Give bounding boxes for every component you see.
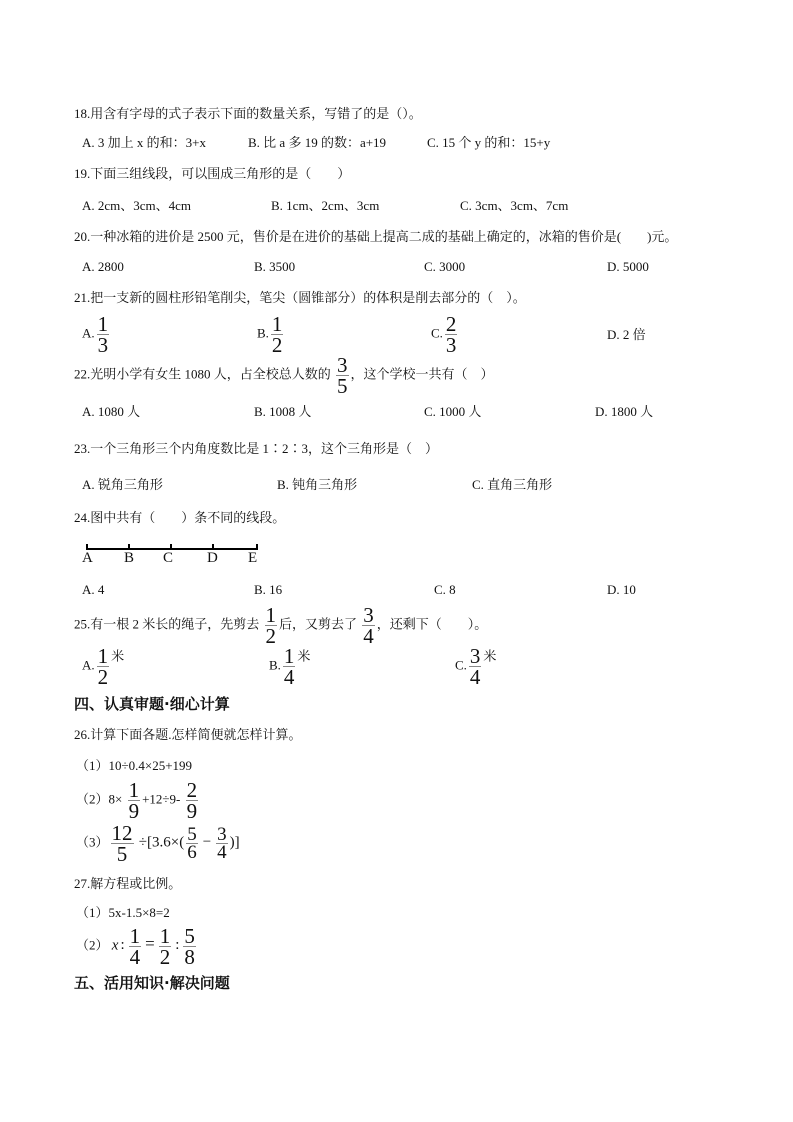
- q19-stem: 19.下面三组线段，可以围成三角形的是（ ）: [74, 166, 351, 181]
- fraction: $\frac{1}{3}$: [97, 312, 109, 357]
- line-segment-diagram: [82, 540, 261, 570]
- point-label-c: C: [163, 550, 174, 566]
- q24-stem: 24.图中共有（ ）条不同的线段。: [74, 510, 286, 525]
- fraction: $\frac{12}{5}$: [111, 821, 133, 866]
- q27-stem: 27.解方程或比例。: [74, 876, 182, 891]
- q20-option-b: B. 3500: [254, 259, 296, 274]
- q21-stem: 21.把一支新的圆柱形铅笔削尖，笔尖（圆锥部分）的体积是削去部分的（ ）。: [74, 290, 526, 305]
- q18-option-b: B. 比 a 多 19 的数：a+19: [248, 135, 387, 150]
- q20-stem: 20.一种冰箱的进价是 2500 元，售价是在进价的基础上提高二成的基础上确定的，冰箱的售价是( )元。: [74, 229, 678, 244]
- fraction: $\frac{1}{4}$: [129, 924, 141, 969]
- fraction: $\frac{3}{4}$: [469, 644, 481, 689]
- q27-part-2: （2） x : $\frac{1}{4}$ = $\frac{1}{2}$ : $\frac{5}{8}$: [76, 924, 195, 969]
- q19-option-a: A. 2cm、3cm、4cm: [82, 198, 192, 213]
- q22-option-c: C. 1000 人: [424, 404, 482, 419]
- q21-option-c: [431, 314, 459, 355]
- q25-option-a: A. $\frac{1}{2}$ 米: [82, 644, 125, 689]
- fraction: $\frac{1}{2}$: [265, 603, 277, 648]
- q23-option-b: B. 钝角三角形: [277, 477, 358, 492]
- q23-stem: 23.一个三角形三个内角度数比是 1∶2∶3，这个三角形是（ ）: [74, 441, 439, 456]
- fraction: $\frac{1}{2}$: [159, 924, 171, 969]
- fraction: $\frac{1}{2}$: [97, 644, 109, 689]
- q26-part-3: （3） $\frac{12}{5}$ ÷[3.6×( $\frac{5}{6}$ − $\frac{3}{4}$ )]: [76, 821, 240, 866]
- q20-option-d: D. 5000: [607, 259, 649, 274]
- point-label-a: A: [82, 550, 93, 566]
- q24-option-d: D. 10: [607, 582, 636, 597]
- q21-option-b: [257, 314, 285, 355]
- point-label-d: D: [207, 550, 218, 566]
- fraction: $\frac{1}{9}$: [128, 778, 140, 823]
- q24-option-a: A. 4: [82, 582, 105, 597]
- q19-option-c: C. 3cm、3cm、7cm: [460, 198, 569, 213]
- option-prefix: C.: [431, 325, 443, 341]
- q25-option-b: B. $\frac{1}{4}$ 米: [269, 644, 311, 689]
- q18-stem: 18.用含有字母的式子表示下面的数量关系，写错了的是（）。: [74, 106, 422, 121]
- q19-option-b: B. 1cm、2cm、3cm: [271, 198, 380, 213]
- q22-stem: 22.光明小学有女生 1080 人，占全校总人数的 $\frac{3}{5}$ ，这个学校一共有（ ）: [74, 353, 494, 398]
- q24-option-c: C. 8: [434, 582, 456, 597]
- q18-option-a: A. 3 加上 x 的和：3+x: [82, 135, 206, 150]
- point-label-e: E: [248, 550, 258, 566]
- q22-option-a: A. 1080 人: [82, 404, 141, 419]
- q22-option-d: D. 1800 人: [595, 404, 654, 419]
- section-5-title: 五、活用知识·解决问题: [74, 974, 230, 992]
- q25-option-c: C. $\frac{3}{4}$ 米: [455, 644, 497, 689]
- fraction: $\frac{3}{4}$: [217, 824, 227, 863]
- fraction: $\frac{2}{9}$: [186, 778, 198, 823]
- q23-option-a: A. 锐角三角形: [82, 477, 163, 492]
- fraction: $\frac{3}{4}$: [363, 603, 374, 648]
- fraction: $\frac{5}{8}$: [184, 924, 195, 969]
- q26-part-1: （1）10÷0.4×25+199: [76, 758, 193, 773]
- option-prefix: A.: [82, 325, 95, 341]
- option-prefix: B.: [257, 325, 269, 341]
- q27-part-1: （1）5x-1.5×8=2: [76, 905, 170, 920]
- fraction: $\frac{2}{3}$: [445, 312, 457, 357]
- q20-option-c: C. 3000: [424, 259, 466, 274]
- q22-option-b: B. 1008 人: [254, 404, 312, 419]
- q20-option-a: A. 2800: [82, 259, 124, 274]
- q26-part-2: （2）8× $\frac{1}{9}$ +12÷9- $\frac{2}{9}$: [76, 778, 198, 823]
- q26-stem: 26.计算下面各题.怎样简便就怎样计算。: [74, 727, 302, 742]
- section-4-title: 四、认真审题·细心计算: [74, 695, 230, 713]
- q21-option-d: D. 2 倍: [607, 327, 646, 342]
- q18-option-c: C. 15 个 y 的和：15+y: [427, 135, 551, 150]
- point-label-b: B: [124, 550, 135, 566]
- q24-option-b: B. 16: [254, 582, 283, 597]
- q23-option-c: C. 直角三角形: [472, 477, 553, 492]
- fraction: $\frac{5}{6}$: [187, 824, 197, 863]
- fraction: $\frac{1}{4}$: [283, 644, 295, 689]
- q25-stem: 25.有一根 2 米长的绳子，先剪去 $\frac{1}{2}$ 后，又剪去了 $\frac{3}{4}$ ，还剩下（ ）。: [74, 603, 488, 648]
- q21-option-a: [82, 314, 111, 355]
- fraction: $\frac{3}{5}$: [337, 353, 348, 398]
- fraction: $\frac{1}{2}$: [271, 312, 283, 357]
